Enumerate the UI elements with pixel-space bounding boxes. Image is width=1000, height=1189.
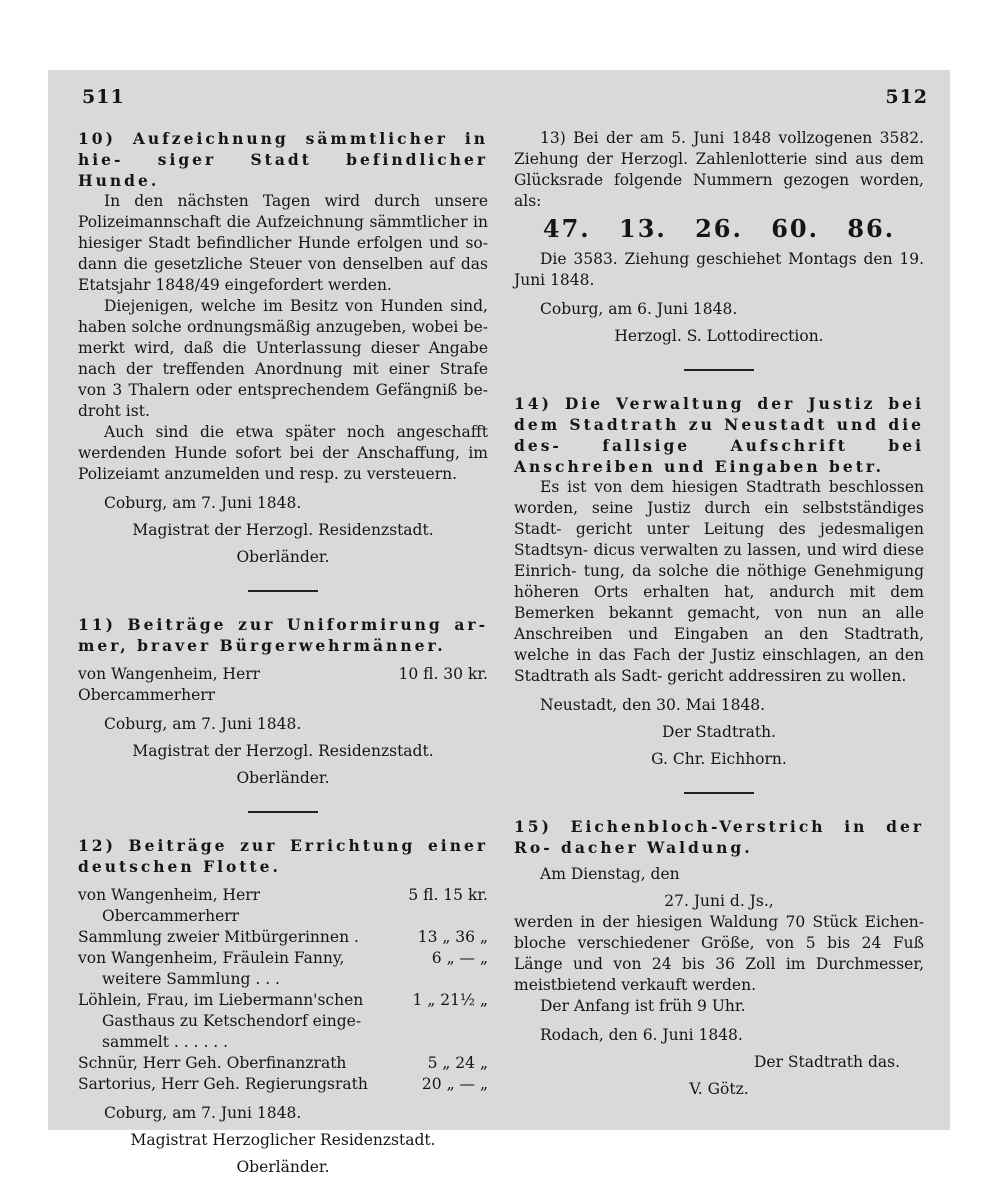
section-10 (78, 128, 488, 568)
section-divider (684, 792, 754, 794)
donor-name: Sammlung zweier Mitbürgerinnen . (78, 928, 359, 946)
donor-name: von Wangenheim, Fräulein Fanny, weitere Sammlung . . . (78, 949, 345, 988)
donation-amount: 5 fl. 15 kr. (408, 886, 488, 904)
section-13-place-date: Coburg, am 6. Juni 1848. (540, 300, 738, 318)
section-10-paragraph-1: In den nächsten Tagen wird durch unsere Polizeimannschaft die Aufzeichnung sämmtlicher in hiesiger Stadt befindlicher Hunde erfolgen und so- dann die gesetzliche Steuer von denselben auf das Etatsjahr 1848/49 eingefordert werden. (78, 192, 488, 294)
lottery-numbers: 47. 13. 26. 60. 86. (542, 214, 896, 243)
section-11-title: 11) Beiträge zur Uniformirung ar- mer, braver Bürgerwehrmänner. (78, 615, 488, 655)
page-number-right: 512 (885, 86, 928, 108)
section-12 (78, 835, 488, 1178)
section-10-paragraph-2: Diejenigen, welche im Besitz von Hunden sind, haben solche ordnungsmäßig anzugeben, wobei be- merkt wird, daß die Unterlassung dieser Angabe nach der treffenden Anordnung mit einer Strafe von 3 Thalern oder entsprechendem Gefängniß be- droht ist. (78, 297, 488, 420)
page-number-left: 511 (82, 86, 125, 108)
donation-row (78, 990, 488, 1053)
section-15-date: 27. Juni d. Js., (664, 892, 774, 910)
section-divider (248, 590, 318, 592)
section-15 (514, 816, 924, 1100)
section-12-signer: Oberländer. (236, 1158, 330, 1176)
section-10-paragraph-3: Auch sind die etwa später noch angeschafft werdenden Hunde sofort bei der Anschaffung, im Polizeiamt anzumelden und resp. zu versteuern. (78, 423, 488, 483)
section-11-place-date: Coburg, am 7. Juni 1848. (104, 715, 302, 733)
donation-amount: 10 fl. 30 kr. (398, 665, 488, 683)
donor-name: Schnür, Herr Geh. Oberfinanzrath (78, 1054, 347, 1072)
section-15-body: werden in der hiesigen Waldung 70 Stück Eichen- bloche verschiedener Größe, von 5 bis 24 Fuß Länge und von 24 bis 36 Zoll im Durchmesser, meistbietend verkauft werden. (514, 913, 924, 994)
section-15-signer: V. Götz. (689, 1080, 749, 1098)
section-15-authority: Der Stadtrath das. (753, 1053, 900, 1071)
section-13 (514, 128, 924, 347)
donation-amount: 1 „ 21½ „ (412, 991, 488, 1009)
donation-row (78, 927, 488, 948)
donation-amount: 13 „ 36 „ (417, 928, 488, 946)
left-column (78, 128, 488, 1178)
section-divider (248, 811, 318, 813)
section-10-place-date: Coburg, am 7. Juni 1848. (104, 494, 302, 512)
section-15-place-date: Rodach, den 6. Juni 1848. (540, 1026, 743, 1044)
donation-row (78, 1074, 488, 1095)
donation-row (78, 885, 488, 927)
section-divider (684, 369, 754, 371)
donor-name: Löhlein, Frau, im Liebermann'schen Gasthaus zu Ketschendorf einge- sammelt . . . . . . (78, 991, 364, 1051)
section-13-intro: 13) Bei der am 5. Juni 1848 vollzogenen 3582. Ziehung der Herzogl. Zahlenlotterie sind aus dem Glücksrade folgende Nummern gezogen worden, als: (514, 129, 924, 210)
section-12-authority: Magistrat Herzoglicher Residenzstadt. (130, 1131, 436, 1149)
section-15-title: 15) Eichenbloch-Verstrich in der Ro- dacher Waldung. (514, 817, 924, 857)
section-10-signer: Oberländer. (236, 548, 330, 566)
section-15-start-time: Der Anfang ist früh 9 Uhr. (540, 997, 746, 1015)
donor-name: von Wangenheim, Herr Obercammerherr (78, 665, 261, 704)
section-11-signer: Oberländer. (236, 769, 330, 787)
section-15-day: Am Dienstag, den (540, 865, 680, 883)
section-12-title: 12) Beiträge zur Errichtung einer deutschen Flotte. (78, 836, 488, 876)
section-11-authority: Magistrat der Herzogl. Residenzstadt. (132, 742, 434, 760)
section-10-authority: Magistrat der Herzogl. Residenzstadt. (132, 521, 434, 539)
donation-row (78, 664, 488, 706)
donor-name: Sartorius, Herr Geh. Regierungsrath (78, 1075, 368, 1093)
section-14-authority: Der Stadtrath. (662, 723, 776, 741)
section-10-title: 10) Aufzeichnung sämmtlicher in hie- siger Stadt befindlicher Hunde. (78, 129, 488, 190)
section-14-body: Es ist von dem hiesigen Stadtrath beschlossen worden, seine Justiz durch ein selbstständiges Stadt- gericht unter Leitung des jedesmaligen Stadtsyn- dicus verwalten zu lassen, und wird diese Einrich- tung, da solche die nöthige Genehmigung höheren Orts erhalten hat, andurch mit dem Bemerken bekannt gemacht, von nun an alle Anschreiben und Eingaben an den Stadtrath, welche in das Fach der Justiz einschlagen, an den Stadtrath als Sadt- gericht addressiren zu wollen. (514, 478, 924, 685)
right-column (514, 128, 924, 1100)
section-12-place-date: Coburg, am 7. Juni 1848. (104, 1104, 302, 1122)
section-14-place-date: Neustadt, den 30. Mai 1848. (540, 696, 766, 714)
donor-name: von Wangenheim, Herr Obercammerherr (78, 886, 261, 925)
section-13-signer: Herzogl. S. Lottodirection. (614, 327, 824, 345)
donation-amount: 20 „ — „ (421, 1075, 488, 1093)
donation-row (78, 948, 488, 990)
section-11 (78, 614, 488, 789)
section-14 (514, 393, 924, 770)
section-14-signer: G. Chr. Eichhorn. (651, 750, 787, 768)
donation-amount: 5 „ 24 „ (427, 1054, 488, 1072)
donation-list (78, 885, 488, 1095)
donation-row (78, 1053, 488, 1074)
donation-amount: 6 „ — „ (431, 949, 488, 967)
newspaper-page (48, 70, 950, 1176)
section-13-next-draw: Die 3583. Ziehung geschiehet Montags den 19. Juni 1848. (514, 250, 924, 289)
section-14-title: 14) Die Verwaltung der Justiz bei dem Stadtrath zu Neustadt und die des- fallsige Aufschrift bei Anschreiben und Eingaben betr. (514, 394, 924, 476)
